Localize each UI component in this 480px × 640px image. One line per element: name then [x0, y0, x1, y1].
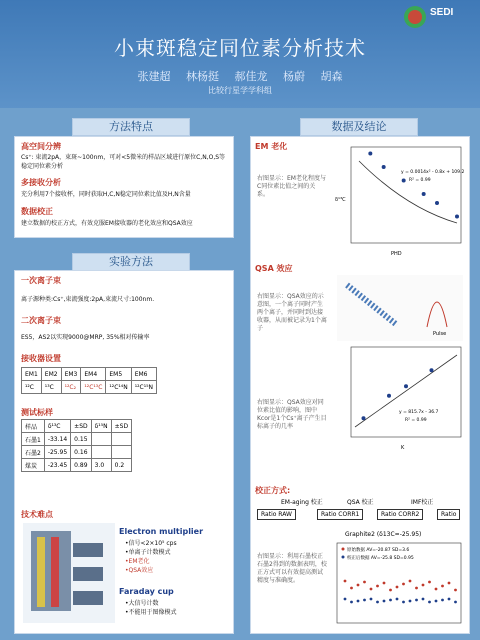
authors: 张建超 林杨挺 郝佳龙 杨蔚 胡森 — [137, 70, 343, 83]
heading-calibration: 数据校正 — [21, 207, 53, 216]
std-cell: -25.95 — [44, 446, 70, 459]
legend2: 校正后数据 AV=-25.8 SD=0.95 — [347, 556, 414, 561]
calibration-text: 建立数据的校正方式，有效克服EM接收器的老化效应和QSA效应 — [21, 220, 193, 227]
raw-point — [363, 581, 366, 584]
corrected-point — [396, 598, 399, 601]
raw-point — [376, 585, 379, 588]
corrected-point — [454, 601, 457, 604]
data-point — [430, 368, 434, 372]
graphite-chart — [331, 541, 465, 627]
header — [0, 0, 480, 108]
xlabel1: PHD — [391, 251, 402, 257]
std-header: δ¹⁵N — [91, 420, 111, 433]
qsa-note2: 右图显示：QSA效应对同位素比值的影响，图中Kcor是1个Cs⁺离子产生目标离子的几率 — [257, 399, 327, 430]
multi-text: 充分利用7个接收杯，同时获取H,C,N稳定同位素比值及H,N含量 — [21, 191, 191, 198]
raw-point — [389, 589, 392, 592]
raw-point — [402, 583, 405, 586]
em-item: •QSA效应 — [125, 567, 154, 574]
std-cell: 0.89 — [71, 459, 91, 472]
raw-point — [415, 587, 418, 590]
det-value: ¹²C¹⁴N — [106, 381, 131, 394]
em-item: •单离子计数模式 — [125, 549, 171, 556]
detector-table — [21, 367, 157, 394]
em-chart — [331, 143, 465, 261]
corrected-point — [428, 601, 431, 604]
std-cell: 石墨1 — [22, 433, 45, 446]
data-point — [387, 394, 391, 398]
data-point — [455, 215, 459, 219]
raw-point — [448, 582, 451, 585]
raw-point — [370, 588, 373, 591]
features-panel — [14, 136, 234, 238]
raw-point — [454, 589, 457, 592]
raw-point — [396, 586, 399, 589]
instrument-diagram — [23, 523, 115, 623]
heading-correction: 校正方式: — [255, 486, 291, 495]
corrected-point — [435, 600, 438, 603]
primary-beam-text: 离子源种类:Cs⁺,束流强度:2pA,束流尺寸:100nm. — [21, 296, 155, 303]
method-panel — [14, 270, 234, 634]
raw-point — [435, 588, 438, 591]
std-cell — [91, 433, 111, 446]
det-value: ¹²C¹³C — [81, 381, 106, 394]
corrected-point — [357, 600, 360, 603]
det-value: ¹²C — [22, 381, 42, 394]
flow-label: QSA 校正 — [347, 499, 374, 506]
det-header: EM6 — [131, 368, 156, 381]
std-header: ±SD — [111, 420, 131, 433]
std-cell: 0.15 — [71, 433, 91, 446]
std-cell: 0.16 — [71, 446, 91, 459]
fc-item: •大信号计数 — [125, 600, 159, 607]
flow-box: Ratio CORR2 — [377, 509, 423, 520]
data-point — [422, 192, 426, 196]
std-cell: -33.14 — [44, 433, 70, 446]
r1: R² = 0.99 — [409, 178, 431, 183]
poster-title: 小束斑稳定同位素分析技术 — [114, 36, 366, 60]
heading-qsa: QSA 效应 — [255, 264, 293, 273]
em-title: Electron multiplier — [119, 527, 204, 536]
std-header: δ¹³C — [44, 420, 70, 433]
svg-text:SEDI: SEDI — [430, 7, 454, 18]
em-item: •EM老化 — [125, 558, 150, 565]
corrected-point — [363, 599, 366, 602]
det-header: EM3 — [61, 368, 81, 381]
det-value: ¹²C₂ — [61, 381, 81, 394]
qsa-chart — [331, 343, 465, 453]
det-header: EM4 — [81, 368, 106, 381]
corrected-point — [344, 598, 347, 601]
results-panel — [250, 136, 470, 634]
heading-resolution: 高空间分辨 — [21, 142, 61, 151]
heading-detector: 接收器设置 — [21, 354, 61, 363]
flow-box: Ratio CORR1 — [317, 509, 363, 520]
data-point — [404, 384, 408, 388]
det-value: ¹²C¹⁵N — [131, 381, 156, 394]
logo — [400, 2, 474, 32]
data-point — [382, 165, 386, 169]
raw-point — [441, 585, 444, 588]
data-point — [435, 201, 439, 205]
std-cell: 3.0 — [91, 459, 111, 472]
eq2: y = 815.7x - 36.7 — [399, 410, 439, 415]
std-header: ±SD — [71, 420, 91, 433]
corrected-point — [389, 599, 392, 602]
qsa-diagram — [337, 275, 463, 341]
det-value: ¹³C — [41, 381, 61, 394]
corrected-point — [383, 600, 386, 603]
std-cell: 煤炭 — [22, 459, 45, 472]
section-method: 实验方法 — [72, 253, 190, 271]
data-point — [368, 152, 372, 156]
data-point — [362, 416, 366, 420]
em-item: •信号<2×10⁵ cps — [125, 540, 177, 547]
std-cell: -23.45 — [44, 459, 70, 472]
resolution-text: Cs⁺: 束流2pA，束斑~100nm，可对<5微米的样品区域进行原位C,N,O,S等稳定同位素分析 — [21, 154, 226, 170]
heading-tech: 技术难点 — [21, 510, 53, 519]
raw-point — [422, 584, 425, 587]
std-cell: 0.2 — [111, 459, 131, 472]
corrected-point — [376, 601, 379, 604]
corrected-point — [422, 598, 425, 601]
secondary-beam-text: ES5，AS2以实现9000@MRP, 35%相对传输率 — [21, 334, 150, 341]
fc-title: Faraday cup — [119, 587, 174, 596]
std-cell — [91, 446, 111, 459]
correction-note: 右图显示：利用石墨校正石墨2得到的数据表明，校正方式可以有效提高测试精度与准确度。 — [257, 553, 327, 584]
section-results: 数据及结论 — [300, 118, 418, 136]
corrected-point — [448, 598, 451, 601]
heading-primary-beam: 一次离子束 — [21, 276, 61, 285]
heading-em-aging: EM 老化 — [255, 142, 288, 151]
corrected-point — [441, 599, 444, 602]
std-cell — [111, 433, 131, 446]
flow-label: IMF校正 — [411, 499, 434, 506]
heading-secondary-beam: 二次离子束 — [21, 316, 61, 325]
em-note: 右图显示：EM老化程度与C同位素比值之间的关系。 — [257, 175, 326, 198]
section-features: 方法特点 — [72, 118, 190, 136]
det-header: EM1 — [22, 368, 42, 381]
affiliation: 比较行星学学科组 — [208, 86, 272, 95]
raw-point — [344, 580, 347, 583]
flow-label: EM-aging 校正 — [281, 499, 323, 506]
flow-box: Ratio — [437, 509, 460, 520]
legend1: 原始数据 AV=-20.87 SD=3.6 — [347, 548, 410, 553]
raw-point — [409, 580, 412, 583]
std-cell — [111, 446, 131, 459]
det-header: EM5 — [106, 368, 131, 381]
raw-point — [383, 582, 386, 585]
raw-point — [357, 584, 360, 587]
graphite-title: Graphite2 (δ13C=-25.95) — [345, 531, 422, 538]
corrected-point — [350, 601, 353, 604]
standards-table — [21, 419, 132, 472]
eq1: y = 0.0014x² - 0.8x + 109.2 — [401, 170, 465, 175]
xlabel2: K — [401, 445, 405, 451]
fc-item: •不能用于图像模式 — [125, 609, 177, 616]
qsa-note: 右图显示：QSA效应的示意图，一个离子同时产生两个离子，并同时到达接收器，从而被记录为1个离子 — [257, 293, 327, 332]
corrected-point — [409, 600, 412, 603]
flow-box: Ratio RAW — [257, 509, 296, 520]
corrected-point — [415, 599, 418, 602]
pulse-label: Pulse — [433, 331, 447, 337]
ylabel1: δ¹³C — [335, 197, 346, 203]
data-point — [402, 179, 406, 183]
heading-multi: 多接收分析 — [21, 178, 61, 187]
raw-point — [428, 581, 431, 584]
std-cell: 石墨2 — [22, 446, 45, 459]
det-header: EM2 — [41, 368, 61, 381]
raw-point — [350, 587, 353, 590]
corrected-point — [370, 598, 373, 601]
heading-standards: 测试标样 — [21, 408, 53, 417]
std-header: 样品 — [22, 420, 45, 433]
r2: R² = 0.99 — [405, 418, 427, 423]
corrected-point — [402, 601, 405, 604]
